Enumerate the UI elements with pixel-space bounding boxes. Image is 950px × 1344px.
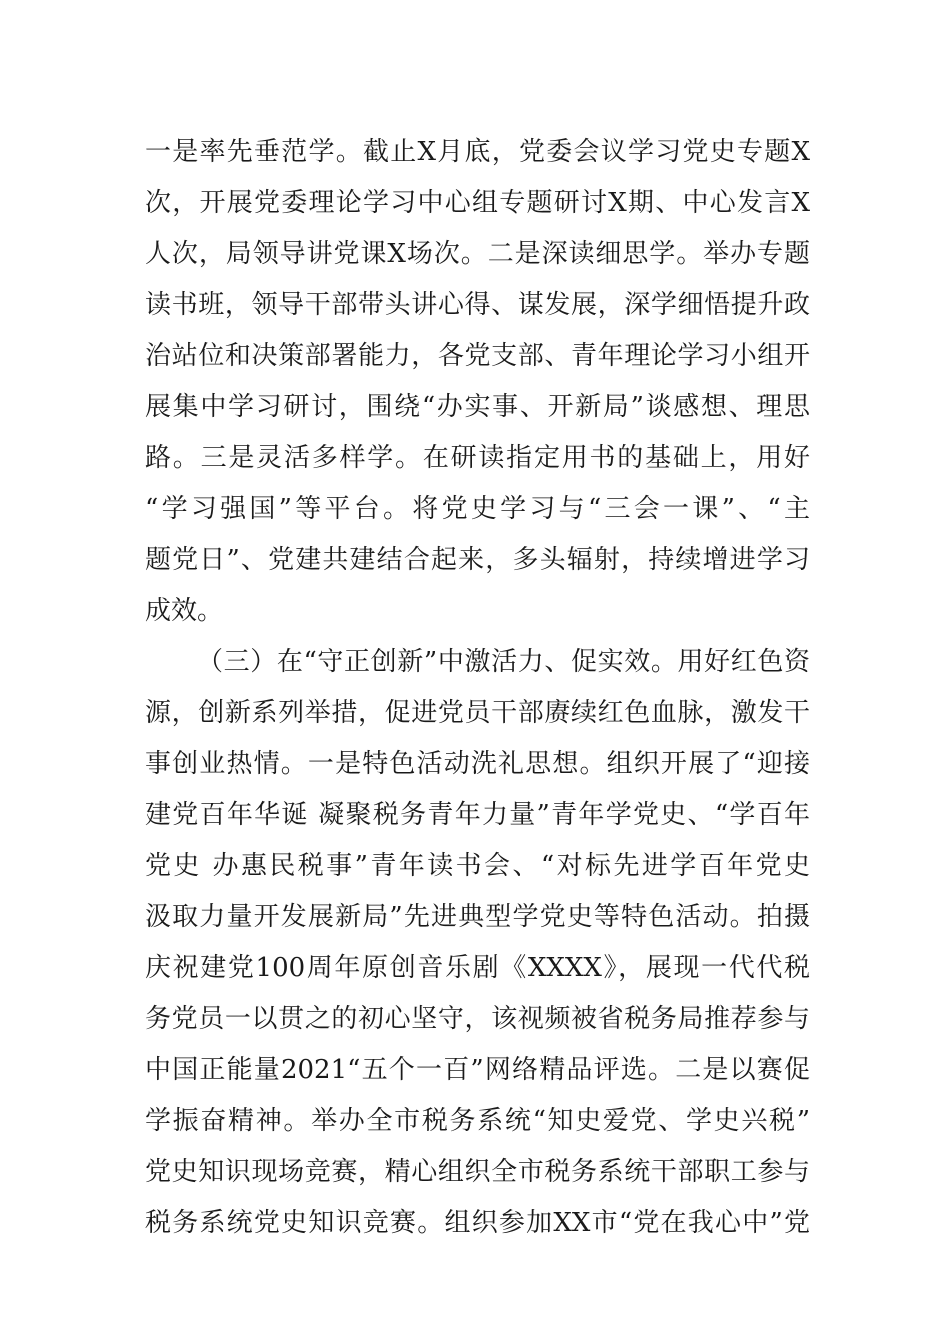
text-line: 一是率先垂范学。截止X月底，党委会议学习党史专题X xyxy=(145,137,810,167)
text-line: 源，创新系列举措，促进党员干部赓续红色血脉，激发干 xyxy=(145,698,810,728)
text-line: 党史知识现场竞赛，精心组织全市税务系统干部职工参与 xyxy=(145,1157,810,1187)
text-line: 题党日”、党建共建结合起来，多头辐射，持续增进学习 xyxy=(145,545,810,575)
text-line: 次，开展党委理论学习中心组专题研讨X期、中心发言X xyxy=(145,188,810,218)
text-line: 汲取力量开发展新局”先进典型学党史等特色活动。拍摄 xyxy=(145,902,810,932)
text-line: 读书班，领导干部带头讲心得、谋发展，深学细悟提升政 xyxy=(145,290,810,320)
section-heading-line: （三）在“守正创新”中激活力、促实效。用好红色资 xyxy=(197,647,810,677)
text-line: 成效。 xyxy=(145,596,224,626)
text-line: 路。三是灵活多样学。在研读指定用书的基础上，用好 xyxy=(145,443,810,473)
body-text xyxy=(145,127,810,1249)
text-line: 人次，局领导讲党课X场次。二是深读细思学。举办专题 xyxy=(145,239,810,269)
text-line: 中国正能量2021“五个一百”网络精品评选。二是以赛促 xyxy=(145,1055,810,1085)
text-line: 展集中学习研讨，围绕“办实事、开新局”谈感想、理思 xyxy=(145,392,810,422)
text-line: 事创业热情。一是特色活动洗礼思想。组织开展了“迎接 xyxy=(145,749,810,779)
text-line: 党史 办惠民税事”青年读书会、“对标先进学百年党史 xyxy=(145,851,810,881)
text-line: 庆祝建党100周年原创音乐剧《XXXX》，展现一代代税 xyxy=(145,953,810,983)
text-line: 建党百年华诞 凝聚税务青年力量”青年学党史、“学百年 xyxy=(145,800,810,830)
text-line: 务党员一以贯之的初心坚守，该视频被省税务局推荐参与 xyxy=(145,1004,810,1034)
text-line: 税务系统党史知识竞赛。组织参加XX市“党在我心中”党 xyxy=(145,1208,810,1238)
text-line: 学振奋精神。举办全市税务系统“知史爱党、学史兴税” xyxy=(145,1106,810,1136)
text-line: “学习强国”等平台。将党史学习与“三会一课”、“主 xyxy=(145,494,810,524)
text-line: 治站位和决策部署能力，各党支部、青年理论学习小组开 xyxy=(145,341,810,371)
